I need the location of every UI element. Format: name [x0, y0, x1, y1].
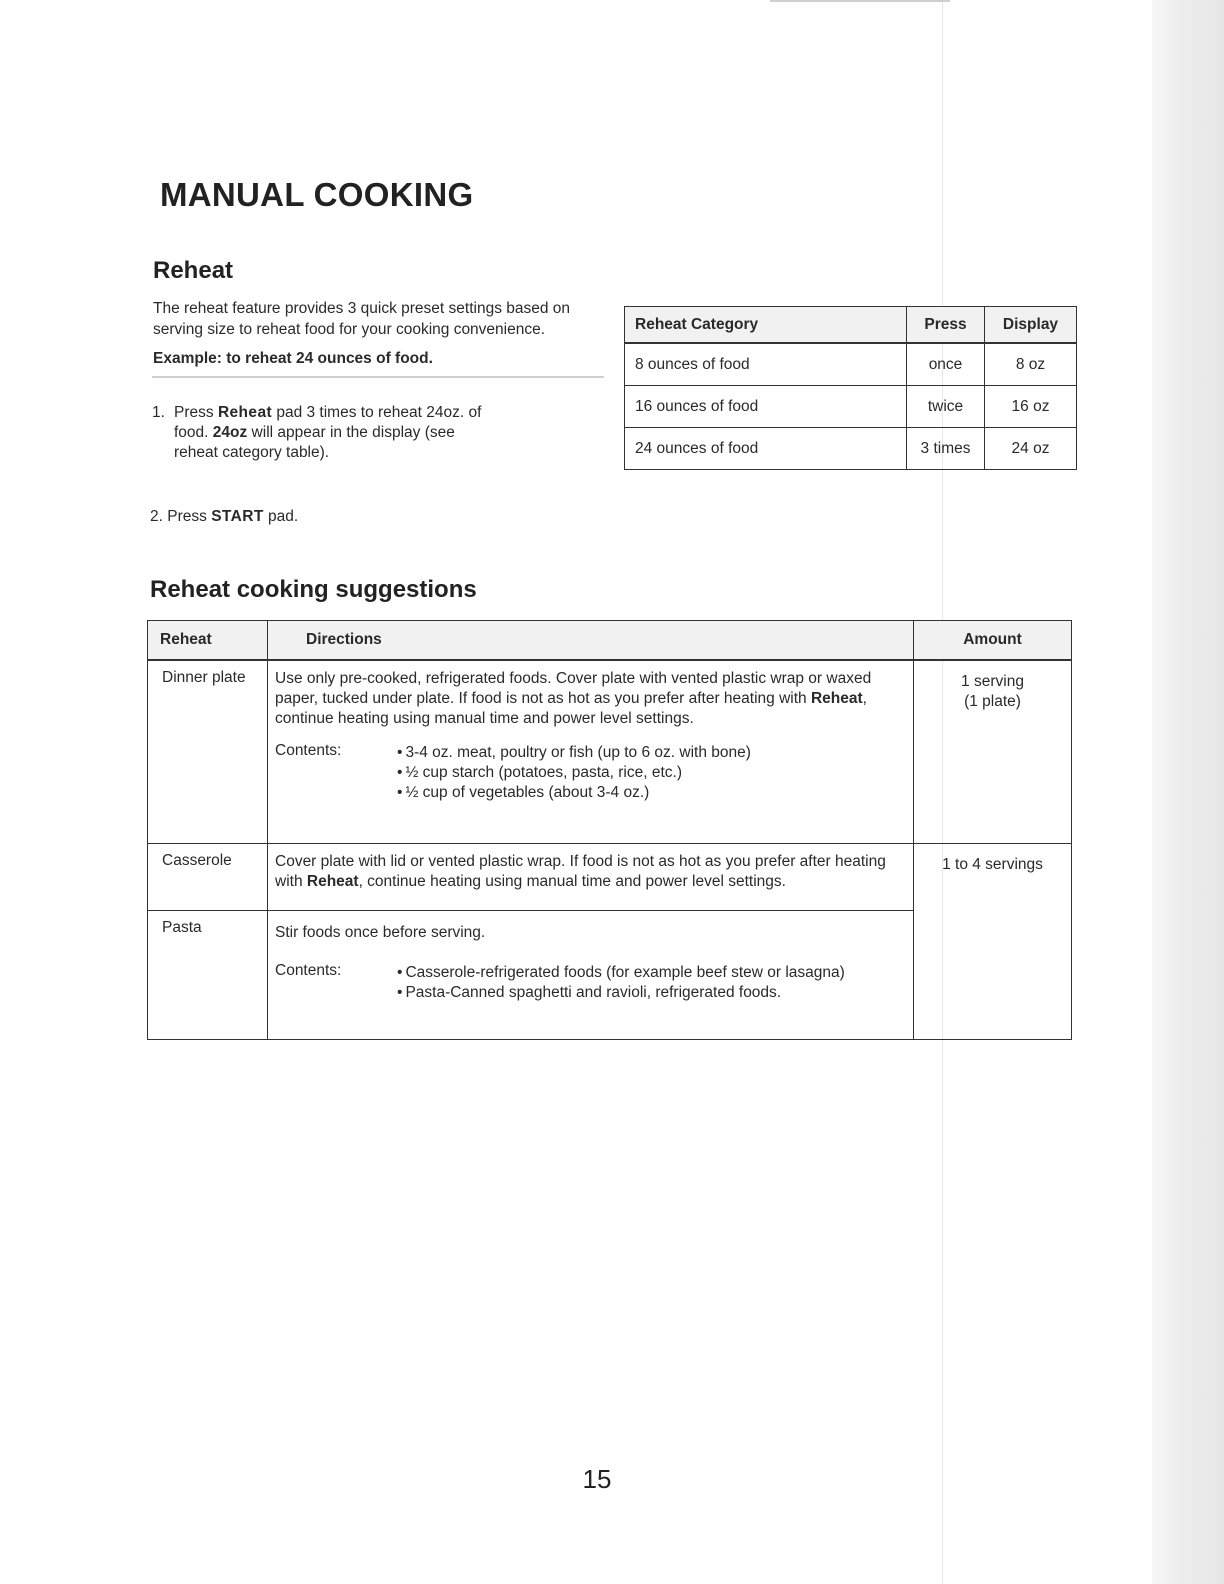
list-item: • Casserole-refrigerated foods (for example beef stew or lasagna) — [397, 963, 845, 983]
contents-list — [397, 743, 751, 803]
contents-label: Contents: — [275, 962, 342, 979]
table-row — [148, 660, 1072, 844]
step-1 — [152, 403, 482, 463]
directions-text-part: Use only pre-cooked, refrigerated foods. Cover plate with vented plastic wrap or waxed paper, tucked under plate. If food is not as hot as you prefer after heating with — [275, 670, 872, 707]
display-cell: 8 oz — [985, 343, 1077, 386]
table-row — [148, 844, 1072, 911]
reheat-intro: The reheat feature provides 3 quick preset settings based on serving size to reheat food for your cooking convenience. — [153, 300, 571, 338]
press-cell: once — [907, 343, 985, 386]
step-1-text-part: pad 3 times to reheat 24oz. of food. — [174, 404, 482, 441]
food-name-cell: Pasta — [148, 911, 268, 1040]
display-cell: 24 oz — [985, 428, 1077, 470]
food-name-cell: Casserole — [148, 844, 268, 911]
step-1-text-part: Press — [174, 404, 218, 421]
reheat-category-table — [624, 306, 1077, 470]
step-2-text-part: Press — [167, 508, 212, 525]
list-item: • Pasta-Canned spaghetti and ravioli, refrigerated foods. — [397, 983, 845, 1003]
reheat-example: Example: to reheat 24 ounces of food. — [153, 350, 433, 367]
table-header-row — [148, 621, 1072, 661]
amount-cell: 1 to 4 servings — [914, 844, 1072, 1040]
reheat-suggestions-table — [147, 620, 1072, 1040]
category-cell: 24 ounces of food — [625, 428, 907, 470]
step-2-text-part: pad. — [263, 508, 299, 525]
category-cell: 8 ounces of food — [625, 343, 907, 386]
food-name-cell: Dinner plate — [148, 660, 268, 844]
directions-cell — [268, 844, 914, 911]
directions-text-part: , continue heating using manual time and power level settings. — [358, 873, 786, 890]
contents-list — [397, 963, 845, 1003]
reheat-key-label: Reheat — [810, 690, 863, 707]
col-header-amount: Amount — [914, 621, 1072, 661]
page-number: 15 — [582, 1464, 612, 1494]
step-1-text-part: will appear in the display (see reheat category table). — [174, 424, 455, 461]
suggestions-heading: Reheat cooking suggestions — [150, 576, 477, 603]
col-header-reheat: Reheat — [148, 621, 268, 661]
directions-cell — [268, 660, 914, 844]
col-header-display: Display — [985, 307, 1077, 344]
display-cell: 16 oz — [985, 386, 1077, 428]
table-row — [625, 428, 1077, 470]
directions-text — [275, 669, 893, 729]
contents-label: Contents: — [275, 742, 342, 759]
amount-cell — [914, 660, 1072, 844]
col-header-directions: Directions — [268, 621, 914, 661]
contents-block — [275, 961, 893, 1003]
contents-block — [275, 741, 893, 803]
scan-edge-shadow — [1152, 0, 1224, 1584]
directions-text: Stir foods once before serving. — [275, 924, 486, 941]
example-divider — [152, 376, 604, 378]
display-value-label: 24oz — [212, 424, 248, 441]
scan-top-mark — [770, 0, 950, 2]
start-key-label: START — [211, 508, 264, 525]
step-1-number: 1. — [152, 404, 165, 421]
list-item: • ½ cup starch (potatoes, pasta, rice, etc.) — [397, 763, 751, 783]
table-row — [625, 343, 1077, 386]
amount-line: 1 serving — [961, 673, 1024, 690]
table-header-row — [625, 307, 1077, 344]
col-header-press: Press — [907, 307, 985, 344]
reheat-key-label: Reheat — [217, 404, 273, 421]
category-cell: 16 ounces of food — [625, 386, 907, 428]
table-row — [625, 386, 1077, 428]
directions-text-part: Cover plate with lid or vented plastic wrap. If food is not as hot as you prefer after heating with — [275, 853, 886, 890]
list-item: • 3-4 oz. meat, poultry or fish (up to 6 oz. with bone) — [397, 743, 751, 763]
col-header-category: Reheat Category — [625, 307, 907, 344]
step-2 — [150, 508, 298, 526]
amount-line: (1 plate) — [964, 693, 1021, 710]
press-cell: 3 times — [907, 428, 985, 470]
step-2-number: 2. — [150, 508, 163, 525]
reheat-heading: Reheat — [153, 257, 234, 284]
step-1-text — [174, 403, 482, 463]
page-title: MANUAL COOKING — [160, 176, 474, 213]
list-item: • ½ cup of vegetables (about 3-4 oz.) — [397, 783, 751, 803]
reheat-key-label: Reheat — [306, 873, 359, 890]
directions-text-part: , continue heating using manual time and power level settings. — [275, 690, 867, 727]
press-cell: twice — [907, 386, 985, 428]
directions-cell — [268, 911, 914, 1040]
